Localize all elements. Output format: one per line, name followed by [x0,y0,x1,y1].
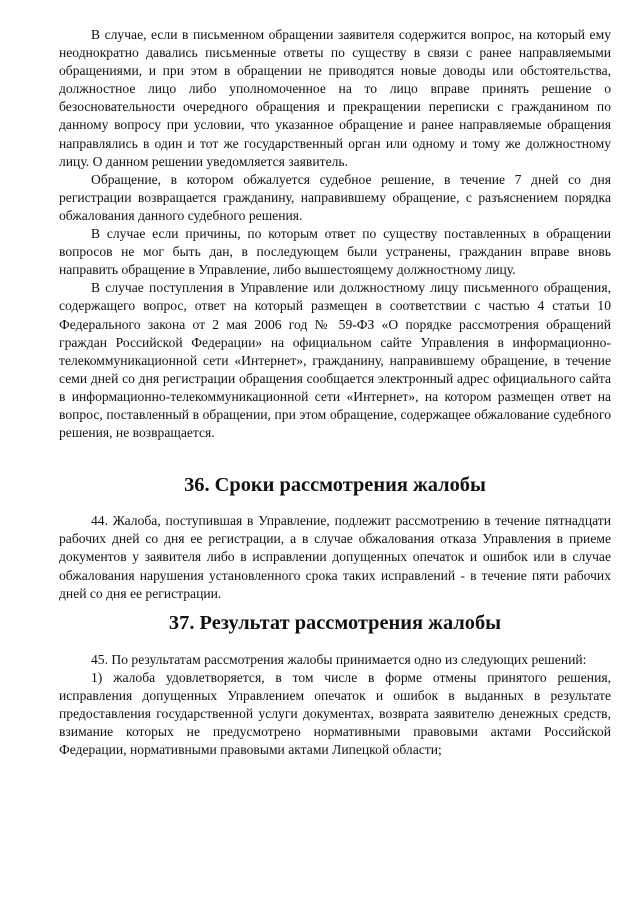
paragraph-45: 45. По результатам рассмотрения жалобы принимается одно из следующих решений: [91,651,587,667]
document-page [59,26,611,759]
paragraph-repeated-appeal: В случае, если в письменном обращении заявителя содержится вопрос, на который ему неоднократно давались письменные ответы по существу в связи с ранее направляемыми обращениями, и при этом в обращении не приводятся новые доводы или обстоятельства, должностное лицо либо уполномоченное на то лицо вправе принять решение о безосновательности очередного обращения и прекращении переписки с гражданином по данному вопросу при условии, что указанное обращение и ранее направляемые обращения направлялись в один и тот же государственный орган или одному и тому же должностному лицу. О данном решении уведомляется заявитель. [59,27,611,169]
paragraph-answer-published: В случае поступления в Управление или должностному лицу письменного обращения, содержащего вопрос, ответ на который размещен в соответствии с частью 4 статьи 10 Федерального закона от 2 мая 2006 год № 59-ФЗ «О порядке рассмотрения обращений граждан Российской Федерации» на официальном сайте Управления в информационно-телекоммуникационной сети «Интернет», гражданину, направившему обращение, в течение семи дней со дня регистрации обращения сообщается электронный адрес официального сайта в информационно-телекоммуникационной сети «Интернет», на котором размещен ответ на вопрос, поставленный в обращении, при этом обращение, содержащее обжалование судебного решения, не возвращается. [59,280,611,441]
spacer [59,632,611,651]
spacer [59,442,611,476]
list-item-1: 1) жалоба удовлетворяется, в том числе в форме отмены принятого решения, исправления допущенных Управлением опечаток и ошибок в выданных в результате предоставления государственной услуги документах, возврата заявителю денежных средств, взимание которых не предусмотрено нормативными правовыми актами Российской Федерации, нормативными правовыми актами Липецкой области; [59,669,611,758]
section-36-heading: 36. Сроки рассмотрения жалобы [184,474,486,497]
spacer [59,494,611,512]
paragraph-court-decision: Обращение, в котором обжалуется судебное решение, в течение 7 дней со дня регистрации возвращается гражданину, направившему обращение, с разъяснением порядка обжалования данного судебного решения. [59,171,611,223]
paragraph-reasons-removed: В случае если причины, по которым ответ по существу поставленных в обращении вопросов не мог быть дан, в последующем были устранены, гражданин вправе вновь направить обращение в Управление, либо вышестоящему должностному лицу. [59,226,611,278]
paragraph-44: 44. Жалоба, поступившая в Управление, подлежит рассмотрению в течение пятнадцати рабочих дней со дня ее регистрации, а в случае обжалования отказа Управления в приеме документов у заявителя либо в исправлении допущенных опечаток и ошибок или в случае обжалования нарушения установленного срока таких исправлений - в течение пяти рабочих дней со дня ее регистрации. [59,513,611,601]
section-37-heading: 37. Результат рассмотрения жалобы [168,611,502,634]
